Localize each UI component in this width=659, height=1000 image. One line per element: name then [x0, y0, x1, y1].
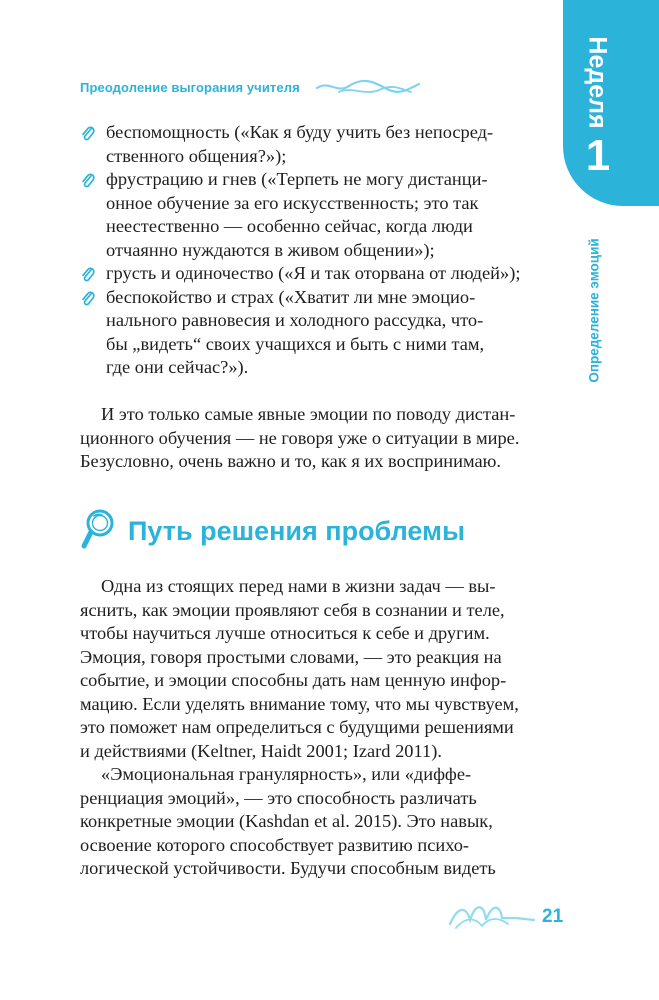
- magnifier-icon: [80, 508, 118, 554]
- text-line: беспомощность («Как я буду учить без непосред-: [106, 122, 494, 142]
- week-label: Неделя: [583, 35, 612, 129]
- paragraph: [80, 575, 548, 763]
- text-line: ционного обучения — не говоря уже о ситуации в мире.: [80, 427, 520, 448]
- text-line: нального равновесия и холодного рассудка, что-: [106, 310, 484, 330]
- paragraph: [80, 403, 548, 474]
- text-line: Эмоция, говоря простыми словами, — это реакция на: [80, 646, 502, 667]
- paperclip-icon: [80, 266, 96, 284]
- emotion-bullet-list: [80, 121, 548, 380]
- text-line: неестественно — особенно сейчас, когда люди: [106, 216, 473, 236]
- section-body: [80, 575, 548, 881]
- text-line: конкретные эмоции (Kashdan et al. 2015). Это навык,: [80, 811, 493, 831]
- text-line: яснить, как эмоции проявляют себя в сознании и теле,: [80, 599, 505, 620]
- text-line: бы „видеть“ своих учащихся и быть с ними там,: [106, 333, 485, 354]
- text-line: и действиями (Keltner, Haidt 2001; Izard 2011).: [80, 740, 442, 761]
- text-line: ренциация эмоций», — это способность различать: [80, 787, 477, 808]
- text-line: событие, и эмоции способны дать нам ценную инфор-: [80, 670, 507, 690]
- text-line: «Эмоциональная гранулярность», или «диффе-: [101, 764, 472, 784]
- list-item: [80, 286, 548, 380]
- text-line: чтобы научиться лучше относиться к себе и другим.: [80, 623, 490, 643]
- list-item: [80, 168, 548, 262]
- text-line: где они сейчас?»).: [106, 357, 249, 377]
- section-side-label: Определение эмоций: [586, 237, 602, 383]
- text-line: беспокойство и страх («Хватит ли мне эмоцио-: [106, 286, 476, 307]
- text-line: онное обучение за его искусственность; это так: [106, 192, 479, 213]
- paragraph: [80, 763, 548, 881]
- text-line: фрустрацию и гнев («Терпеть не могу дистанци-: [106, 169, 488, 189]
- footer-squiggle-decoration: [446, 896, 538, 932]
- text-line: Одна из стоящих перед нами в жизни задач — вы-: [101, 576, 496, 596]
- paperclip-icon: [80, 172, 96, 190]
- text-line: это поможет нам определиться с будущими решениями: [80, 717, 514, 737]
- list-item: [80, 121, 548, 168]
- text-line: логической устойчивости. Будучи способным видеть: [80, 858, 496, 878]
- text-line: ственного общения?»);: [106, 145, 287, 166]
- section-title: Путь решения проблемы: [128, 515, 466, 546]
- section-heading: [80, 508, 465, 554]
- text-line: освоение которого способствует развитию психо-: [80, 834, 470, 855]
- list-item: [80, 262, 548, 286]
- week-number: 1: [585, 131, 611, 180]
- page-number: 21: [542, 906, 564, 927]
- running-header: Преодоление выгорания учителя: [80, 80, 300, 95]
- text-line: мацию. Если уделять внимание тому, что мы чувствуем,: [80, 693, 519, 714]
- paperclip-icon: [80, 290, 96, 308]
- text-line: отчаянно нуждаются в живом общении»);: [106, 239, 435, 260]
- text-line: Безусловно, очень важно и то, как я их воспринимаю.: [80, 451, 501, 471]
- paperclip-icon: [80, 125, 96, 143]
- text-line: грусть и одиночество («Я и так оторвана от людей»);: [106, 263, 521, 283]
- header-squiggle-decoration: [315, 76, 425, 98]
- text-line: И это только самые явные эмоции по поводу дистан-: [101, 404, 516, 424]
